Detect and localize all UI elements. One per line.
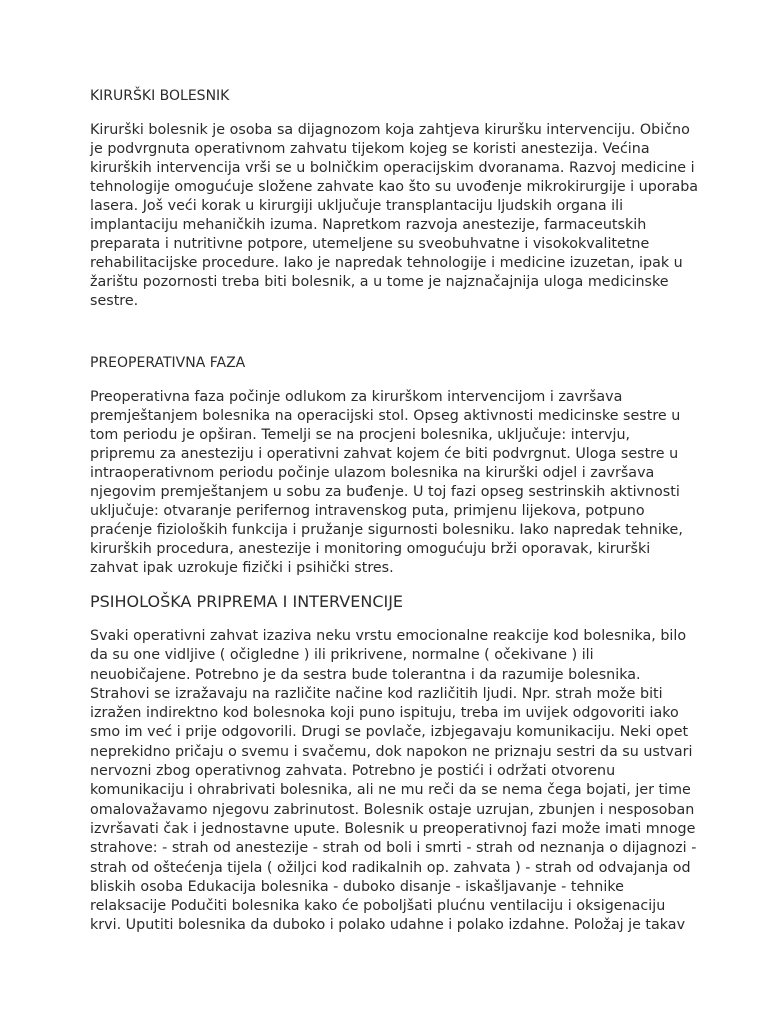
paragraph-line: preparata i nutritivne potpore, utemeljene su sveobuhvatne i visokokvalitetne	[90, 236, 650, 252]
paragraph-line: da su one vidljive ( očigledne ) ili prikrivene, normalne ( očekivane ) ili	[90, 647, 594, 664]
paragraph-line: bliskih osoba Edukacija bolesnika - duboko disanje - iskašljavanje - tehnike	[90, 878, 624, 895]
paragraph-line: intraoperativnom periodu počinje ulazom bolesnika na kirurški odjel i završava	[90, 465, 655, 481]
section-heading-preoperativna-faza: PREOPERATIVNA FAZA	[90, 355, 246, 371]
paragraph-kirurski-bolesnik	[90, 121, 698, 311]
paragraph-line: Strahovi se izražavaju na različite načine kod različitih ljudi. Npr. strah može biti	[90, 685, 663, 702]
paragraph-line: Svaki operativni zahvat izaziva neku vrstu emocionalne reakcije kod bolesnika, bilo	[90, 628, 687, 644]
paragraph-line: njegovim premještanjem u sobu za buđenje. U toj fazi opseg sestrinskih aktivnosti	[90, 484, 680, 500]
paragraph-line: uključuje: otvaranje perifernog intravenskog puta, primjenu lijekova, potpuno	[90, 503, 645, 519]
paragraph-line: nervozni zbog operativnog zahvata. Potrebno je postići i održati otvorenu	[90, 763, 616, 780]
paragraph-line: je podvrgnuta operativnom zahvatu tijekom kojeg se koristi anestezija. Većina	[90, 141, 650, 157]
paragraph-line: rehabilitacijske procedure. Iako je napredak tehnologije i medicine izuzetan, ipak u	[90, 255, 683, 271]
paragraph-line: kirurških intervencija vrši se u bolničkim operacijskim dvoranama. Razvoj medicine i	[90, 160, 695, 176]
paragraph-line: kirurških procedura, anestezije i monitoring omogućuju brži oporavak, kirurški	[90, 541, 651, 557]
paragraph-line: Kirurški bolesnik je osoba sa dijagnozom koja zahtjeva kiruršku intervenciju. Obično	[90, 122, 690, 138]
section-heading-kirurski-bolesnik: KIRURŠKI BOLESNIK	[90, 88, 230, 104]
paragraph-line: implantaciju mehaničkih izuma. Napretkom razvoja anestezije, farmaceutskih	[90, 217, 647, 233]
paragraph-line: zahvat ipak uzrokuje fizički i psihički stres.	[90, 560, 394, 576]
paragraph-line: krvi. Uputiti bolesnika da duboko i polako udahne i polako izdahne. Položaj je takav	[90, 917, 686, 934]
paragraph-line: Preoperativna faza počinje odlukom za kirurškom intervencijom i završava	[90, 389, 623, 405]
paragraph-line: tehnologije omogućuje složene zahvate kao što su uvođenje mikrokirurgije i uporaba	[90, 179, 699, 195]
paragraph-psiholoska-priprema	[90, 627, 696, 936]
paragraph-line: praćenje fizioloških funkcija i pružanje sigurnosti bolesniku. Iako napredak tehnike,	[90, 522, 683, 538]
paragraph-line: tom periodu je opširan. Temelji se na procjeni bolesnika, uključuje: intervju,	[90, 427, 631, 443]
paragraph-line: premještanjem bolesnika na operacijski stol. Opseg aktivnosti medicinske sestre u	[90, 408, 681, 424]
section-heading-psiholoska-priprema: PSIHOLOŠKA PRIPREMA I INTERVENCIJE	[90, 592, 404, 611]
paragraph-line: sestre.	[90, 293, 139, 309]
paragraph-line: žarištu pozornosti treba biti bolesnik, a u tome je najznačajnija uloga medicinske	[90, 274, 669, 290]
paragraph-line: smo im već i prije odgovorili. Drugi se povlače, izbjegavaju komunikaciju. Neki opet	[90, 724, 689, 741]
paragraph-line: pripremu za anesteziju i operativni zahvat kojem će biti podvrgnut. Uloga sestre u	[90, 446, 679, 462]
paragraph-line: neprekidno pričaju o svemu i svačemu, dok napokon ne priznaju sestri da su ustvari	[90, 743, 693, 760]
paragraph-line: lasera. Još veći korak u kirurgiji uključuje transplantaciju ljudskih organa ili	[90, 198, 624, 214]
paragraph-line: izražen indirektno kod bolesnoka koji puno ispituju, treba im uvijek odgovoriti iako	[90, 705, 679, 722]
paragraph-line: relaksacije Podučiti bolesnika kako će poboljšati plućnu ventilaciju i oksigenaciju	[90, 898, 666, 915]
paragraph-line: strahove: - strah od anestezije - strah od boli i smrti - strah od neznanja o dijagnozi -	[90, 840, 697, 857]
paragraph-line: neuobičajene. Potrebno je da sestra bude tolerantna i da razumije bolesnika.	[90, 666, 641, 683]
paragraph-line: komunikaciju i ohrabrivati bolesnika, ali ne mu reči da se nema čega bojati, jer time	[90, 782, 691, 799]
paragraph-line: strah od oštećenja tijela ( ožiljci kod radikalnih op. zahvata ) - strah od odvajanja od	[90, 859, 691, 876]
paragraph-line: izvršavati čak i jednostavne upute. Bolesnik u preoperativnoj fazi može imati mnoge	[90, 820, 696, 837]
paragraph-preoperativna-faza	[90, 388, 683, 578]
paragraph-line: omalovažavamo njegovu zabrinutost. Bolesnik ostaje uzrujan, zbunjen i nesposoban	[90, 801, 695, 818]
